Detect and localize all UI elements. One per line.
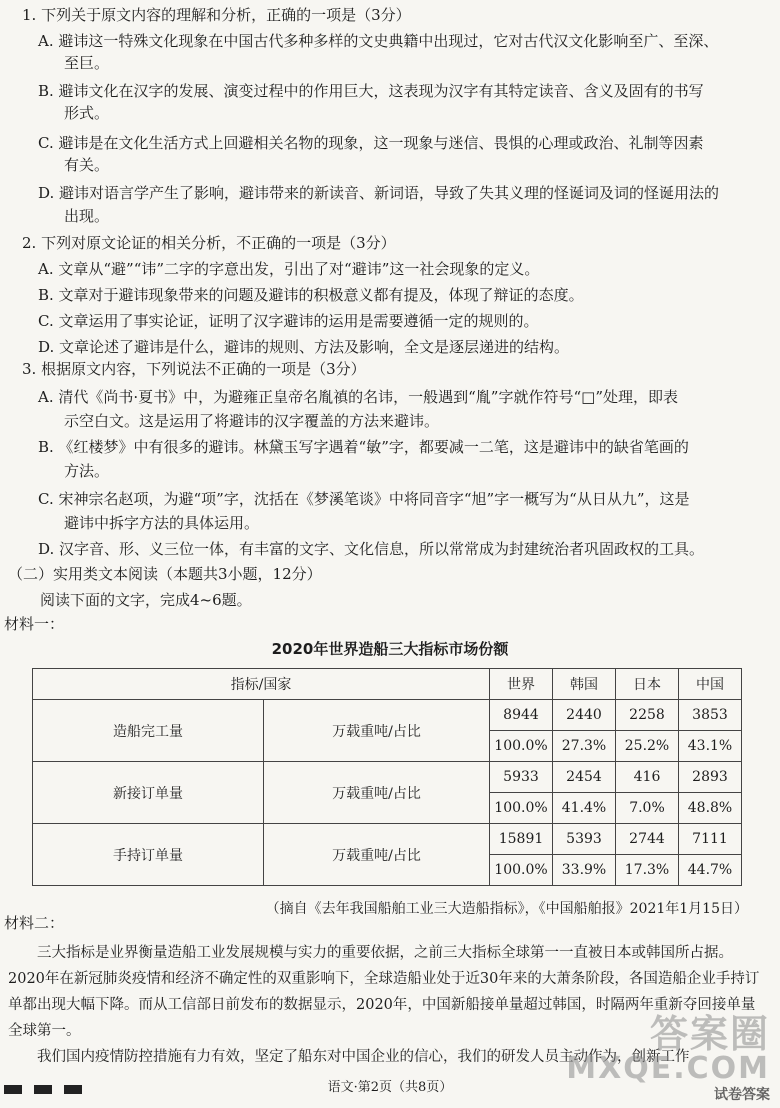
q3-option-a-cont: 示空白文。这是运用了将避讳的汉字覆盖的方法来避讳。 bbox=[64, 412, 440, 430]
column-header: 日本 bbox=[616, 669, 679, 700]
column-header: 世界 bbox=[490, 669, 553, 700]
q2-option-a: A. 文章从“避”“讳”二字的字意出发，引出了对“避讳”这一社会现象的定义。 bbox=[38, 260, 540, 278]
value-cell: 2893 bbox=[679, 762, 742, 793]
value-cell: 3853 bbox=[679, 700, 742, 731]
q1-option-a: A. 避讳这一特殊文化现象在中国古代多种多样的文史典籍中出现过，它对古代汉文化影响至广、至深、 bbox=[38, 32, 719, 50]
share-cell: 27.3% bbox=[553, 731, 616, 762]
share-cell: 41.4% bbox=[553, 793, 616, 824]
value-cell: 8944 bbox=[490, 700, 553, 731]
value-cell: 15891 bbox=[490, 824, 553, 855]
watermark-small: 试卷答案 bbox=[714, 1087, 770, 1103]
section2-instruction: 阅读下面的文字，完成4~6题。 bbox=[40, 591, 252, 609]
value-cell: 2258 bbox=[616, 700, 679, 731]
market-share-table bbox=[32, 668, 742, 886]
section2-heading: （二）实用类文本阅读（本题共3小题，12分） bbox=[8, 565, 322, 583]
q1-option-a-cont: 至巨。 bbox=[64, 54, 110, 72]
q1-option-d: D. 避讳对语言学产生了影响，避讳带来的新读音、新词语，导致了失其义理的怪诞词及词的怪诞用法的 bbox=[38, 184, 720, 202]
q2-option-b: B. 文章对于避讳现象带来的问题及避讳的积极意义都有提及，体现了辩证的态度。 bbox=[38, 286, 584, 304]
share-cell: 33.9% bbox=[553, 855, 616, 886]
column-header: 中国 bbox=[679, 669, 742, 700]
value-cell: 2454 bbox=[553, 762, 616, 793]
page-footer: 语文·第2页（共8页） bbox=[327, 1080, 453, 1095]
table-source: （摘自《去年我国船舶工业三大造船指标》，《中国船舶报》2021年1月15日） bbox=[265, 901, 748, 917]
share-cell: 7.0% bbox=[616, 793, 679, 824]
share-cell: 48.8% bbox=[679, 793, 742, 824]
unit-cell: 万载重吨/占比 bbox=[264, 824, 490, 886]
unit-cell: 万载重吨/占比 bbox=[264, 700, 490, 762]
table-row bbox=[33, 700, 742, 731]
indicator-cell: 新接订单量 bbox=[33, 762, 264, 824]
q3-option-a: A. 清代《尚书·夏书》中，为避雍正皇帝名胤禛的名讳，一般遇到“胤”字就作符号“□”处理，即表 bbox=[38, 388, 678, 406]
share-cell: 17.3% bbox=[616, 855, 679, 886]
q2-option-c: C. 文章运用了事实论证，证明了汉字避讳的运用是需要遵循一定的规则的。 bbox=[38, 312, 539, 330]
q3-option-b-cont: 方法。 bbox=[64, 462, 110, 480]
q3-option-c-cont: 避讳中拆字方法的具体运用。 bbox=[64, 514, 260, 532]
watermark-logo bbox=[566, 1014, 770, 1104]
share-cell: 25.2% bbox=[616, 731, 679, 762]
share-cell: 43.1% bbox=[679, 731, 742, 762]
q3-stem: 3. 根据原文内容，下列说法不正确的一项是（3分） bbox=[22, 360, 366, 378]
q2-stem: 2. 下列对原文论证的相关分析，不正确的一项是（3分） bbox=[22, 234, 396, 252]
value-cell: 5393 bbox=[553, 824, 616, 855]
table-title: 2020年世界造船三大指标市场份额 bbox=[271, 640, 509, 658]
indicator-cell: 造船完工量 bbox=[33, 700, 264, 762]
q1-option-b-cont: 形式。 bbox=[64, 104, 110, 122]
column-header: 韩国 bbox=[553, 669, 616, 700]
q3-option-c: C. 宋神宗名赵项，为避“项”字，沈括在《梦溪笔谈》中将同音字“旭”字一概写为“从日从九”，这是 bbox=[38, 490, 690, 508]
material2-label: 材料二： bbox=[4, 914, 65, 932]
table-row bbox=[33, 762, 742, 793]
material1-label: 材料一： bbox=[4, 615, 65, 633]
unit-cell: 万载重吨/占比 bbox=[264, 762, 490, 824]
watermark-big: 答案圈 bbox=[649, 1012, 770, 1056]
share-cell: 100.0% bbox=[490, 855, 553, 886]
share-cell: 100.0% bbox=[490, 731, 553, 762]
table-header-row bbox=[33, 669, 742, 700]
q1-option-c: C. 避讳是在文化生活方式上回避相关名物的现象，这一现象与迷信、畏惧的心理或政治、礼制等因素 bbox=[38, 134, 704, 152]
value-cell: 7111 bbox=[679, 824, 742, 855]
value-cell: 2440 bbox=[553, 700, 616, 731]
share-cell: 100.0% bbox=[490, 793, 553, 824]
indicator-cell: 手持订单量 bbox=[33, 824, 264, 886]
value-cell: 2744 bbox=[616, 824, 679, 855]
material2-paragraph-1: 三大指标是业界衡量造船工业发展规模与实力的重要依据，之前三大指标全球第一一直被日本或韩国所占据。2020年在新冠肺炎疫情和经济不确定性的双重影响下，全球造船业处于近30年来的大萧条阶段，各国造船企业手持订单都出现大幅下降。而从工信部日前发布的数据显示，2020年，中国新船接单量超过韩国，时隔两年重新夺回接单量全球第一。 bbox=[8, 945, 760, 1039]
table-header-label: 指标/国家 bbox=[33, 669, 490, 700]
q1-option-d-cont: 出现。 bbox=[64, 207, 110, 225]
material2-paragraph-2: 我们国内疫情防控措施有力有效，坚定了船东对中国企业的信心，我们的研发人员主动作为，创新工作 bbox=[37, 1049, 690, 1065]
value-cell: 5933 bbox=[490, 762, 553, 793]
q1-stem: 1. 下列关于原文内容的理解和分析，正确的一项是（3分） bbox=[22, 6, 411, 24]
q3-option-d: D. 汉字音、形、义三位一体，有丰富的文字、文化信息，所以常常成为封建统治者巩固政权的工具。 bbox=[38, 540, 705, 558]
q2-option-d: D. 文章论述了避讳是什么，避讳的规则、方法及影响，全文是逐层递进的结构。 bbox=[38, 338, 570, 356]
q1-option-c-cont: 有关。 bbox=[64, 156, 110, 174]
q3-option-b: B. 《红楼梦》中有很多的避讳。林黛玉写字遇着“敏”字，都要减一二笔，这是避讳中的缺省笔画的 bbox=[38, 438, 689, 456]
watermark-site: MXQE.COM bbox=[566, 1051, 770, 1086]
value-cell: 416 bbox=[616, 762, 679, 793]
q1-option-b: B. 避讳文化在汉字的发展、演变过程中的作用巨大，这表现为汉字有其特定读音、含义及固有的书写 bbox=[38, 82, 704, 100]
table-row bbox=[33, 824, 742, 855]
share-cell: 44.7% bbox=[679, 855, 742, 886]
